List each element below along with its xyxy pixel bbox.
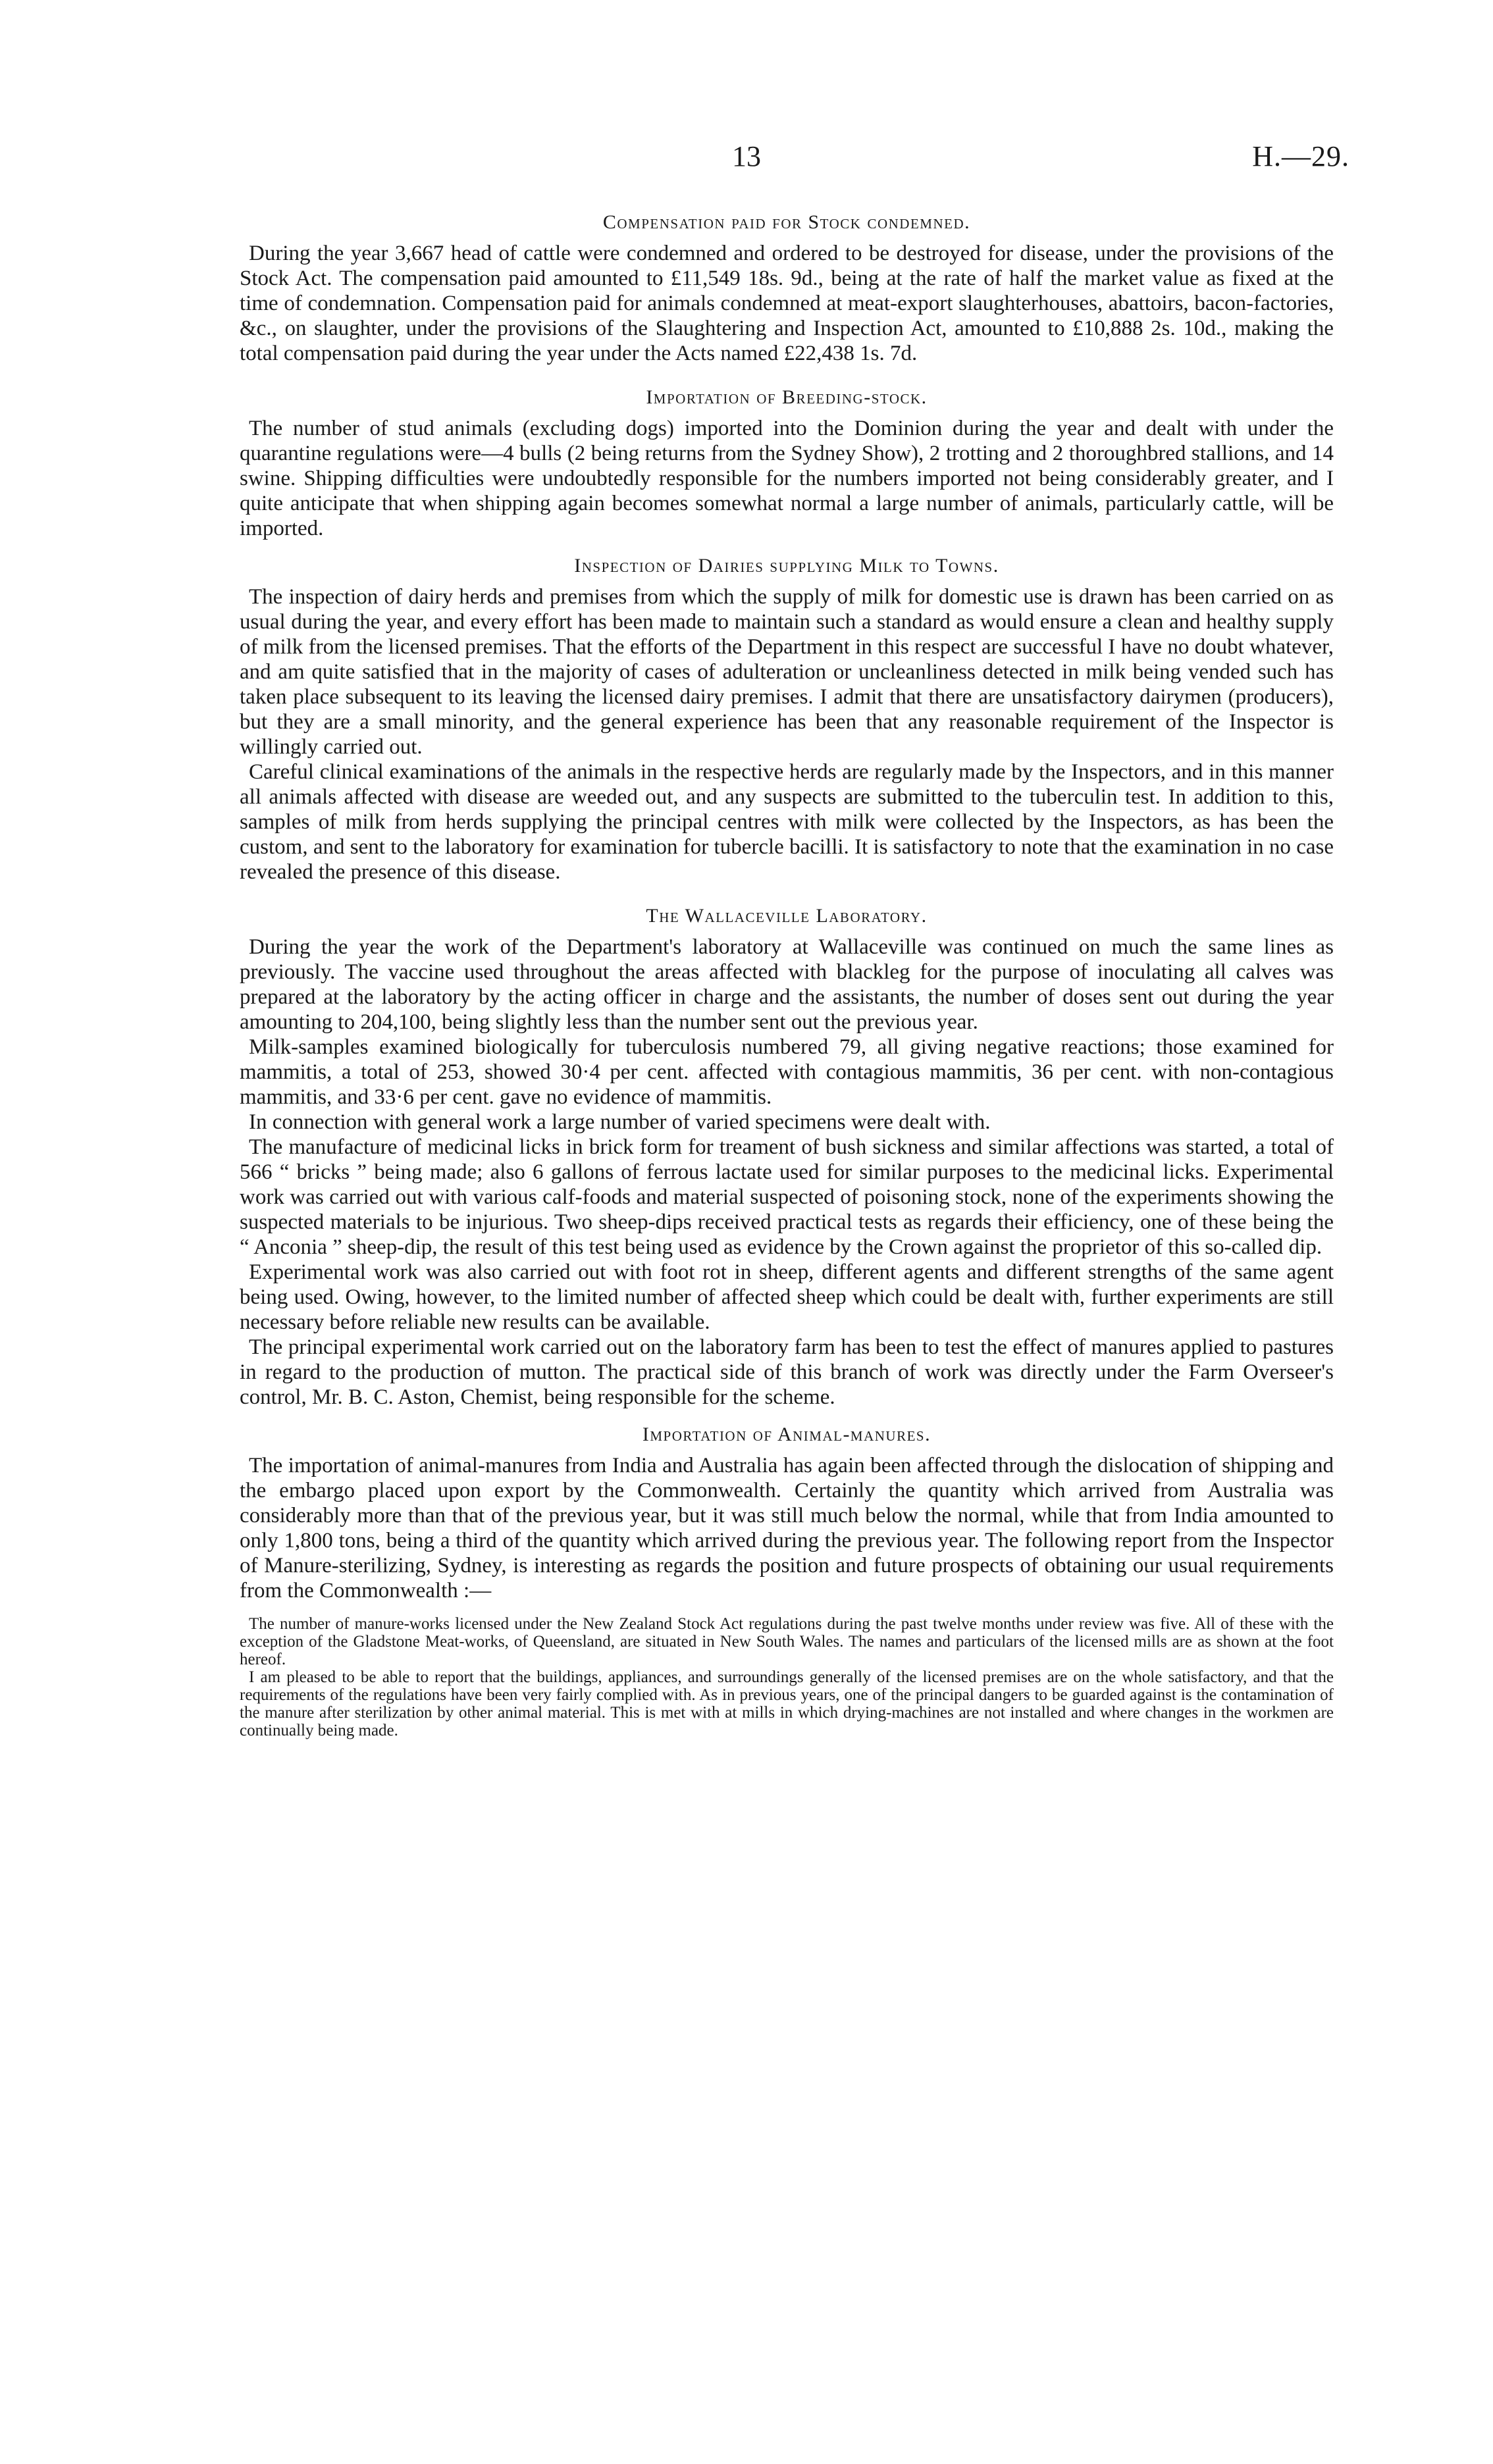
paragraph: Careful clinical examinations of the animals in the respective herds are regularly made by the Inspectors, and in this manner all animals affected with disease are weeded out, and any suspects are submitted to the tuberculin test. In addition to this, samples of milk from herds supplying the principal centres with milk were collected by the Inspectors, as has been the custom, and sent to the laboratory for examination for tubercle bacilli. It is satisfactory to note that the examination in no case revealed the presence of this disease. — [240, 760, 1334, 884]
section-heading: Compensation paid for Stock condemned. — [602, 211, 971, 233]
quoted-paragraph: The number of manure-works licensed under the New Zealand Stock Act regulations during the past twelve months under review was five. All of these with the exception of the Gladstone Meat-works, of Queensland, are situated in New South Wales. The names and particulars of the licensed mills are as shown at the foot hereof. — [240, 1615, 1334, 1668]
paragraph: Milk-samples examined biologically for tuberculosis numbered 79, all giving negative reactions; those examined for mammitis, a total of 253, showed 30·4 per cent. affected with contagious mammitis, 36 per cent. with non-contagious mammitis, and 33·6 per cent. gave no evidence of mammitis. — [240, 1035, 1334, 1109]
paragraph: During the year the work of the Department's laboratory at Wallaceville was continued on much the same lines as previously. The vaccine used throughout the areas affected with blackleg for the purpose of inoculating all calves was prepared at the laboratory by the acting officer in charge and the assistants, the number of doses sent out during the year amounting to 204,100, being slightly less than the number sent out the previous year. — [240, 935, 1334, 1034]
document-reference: H.—29. — [1252, 140, 1349, 172]
section-dairies — [240, 553, 1334, 885]
paragraph: During the year 3,667 head of cattle were condemned and ordered to be destroyed for disease, under the provisions of the Stock Act. The compensation paid amounted to £11,549 18s. 9d., being at the rate of half the market value as fixed at the time of condemnation. Compensation paid for animals condemned at meat-export slaughterhouses, abattoirs, bacon-factories, &c., on slaughter, under the provisions of the Slaughtering and Inspection Act, amounted to £10,888 2s. 10d., making the total compensation paid during the year under the Acts named £22,438 1s. 7d. — [240, 242, 1334, 365]
paragraph: Experimental work was also carried out with foot rot in sheep, different agents and different strengths of the same agent being used. Owing, however, to the limited number of affected sheep which could be dealt with, further experiments are still necessary before reliable new results can be available. — [240, 1260, 1334, 1334]
section-heading: Importation of Breeding-stock. — [646, 386, 928, 408]
paragraph: The number of stud animals (excluding dogs) imported into the Dominion during the year and dealt with under the quarantine regulations were—4 bulls (2 being returns from the Sydney Show), 2 trotting and 2 thoroughbred stallions, and 14 swine. Shipping difficulties were undoubtedly responsible for the numbers imported not being considerably greater, and I quite anticipate that when shipping again becomes somewhat normal a large number of animals, particularly cattle, will be imported. — [240, 417, 1334, 540]
page-header — [0, 140, 1493, 179]
section-breeding-stock — [240, 384, 1334, 541]
page-body — [240, 209, 1334, 1739]
quoted-paragraph: I am pleased to be able to report that the buildings, appliances, and surroundings generally of the licensed premises are on the whole satisfactory, and that the requirements of the regulations have been very fairly complied with. As in previous years, one of the principal dangers to be guarded against is the contamination of the manure after sterilization by other animal material. This is met with at mills in which drying-machines are not installed and where changes in the workmen are continually being made. — [240, 1668, 1334, 1739]
section-compensation — [240, 209, 1334, 366]
page-number: 13 — [732, 140, 761, 172]
paragraph: In connection with general work a large number of varied specimens were dealt with. — [249, 1110, 991, 1134]
section-laboratory — [240, 903, 1334, 1410]
paragraph: The importation of animal-manures from India and Australia has again been affected through the dislocation of shipping and the embargo placed upon export by the Commonwealth. Certainly the quantity which arrived from Australia was considerably more than that of the previous year, but it was still much below the normal, while that from India amounted to only 1,800 tons, being a third of the quantity which arrived during the previous year. The following report from the Inspector of Manure-sterilizing, Sydney, is interesting as regards the position and future prospects of obtaining our usual requirements from the Commonwealth :— — [240, 1454, 1334, 1603]
section-heading: The Wallaceville Laboratory. — [646, 905, 928, 927]
paragraph: The inspection of dairy herds and premises from which the supply of milk for domestic use is drawn has been carried on as usual during the year, and every effort has been made to maintain such a standard as would ensure a clean and healthy supply of milk from the licensed premises. That the efforts of the Department in this respect are successful I have no doubt whatever, and am quite satisfied that in the majority of cases of adulteration or uncleanliness detected in milk being vended such has taken place subsequent to its leaving the licensed dairy premises. I admit that there are unsatisfactory dairymen (producers), but they are a small minority, and the general experience has been that any reasonable requirement of the Inspector is willingly carried out. — [240, 585, 1334, 759]
section-heading: Inspection of Dairies supplying Milk to Towns. — [574, 555, 999, 577]
section-heading: Importation of Animal-manures. — [642, 1424, 931, 1445]
quoted-report — [240, 1615, 1334, 1739]
paragraph: The principal experimental work carried out on the laboratory farm has been to test the effect of manures applied to pastures in regard to the production of mutton. The practical side of this branch of work was directly under the Farm Overseer's control, Mr. B. C. Aston, Chemist, being responsible for the scheme. — [240, 1335, 1334, 1409]
paragraph: The manufacture of medicinal licks in brick form for treament of bush sickness and similar affections was started, a total of 566 “ bricks ” being made; also 6 gallons of ferrous lactate used for similar purposes to the medicinal licks. Experimental work was carried out with various calf-foods and material suspected of poisoning stock, none of the experiments showing the suspected materials to be injurious. Two sheep-dips received practical tests as regards their efficiency, one of these being the “ Anconia ” sheep-dip, the result of this test being used as evidence by the Crown against the proprietor of this so-called dip. — [240, 1135, 1334, 1259]
section-manures — [240, 1422, 1334, 1739]
